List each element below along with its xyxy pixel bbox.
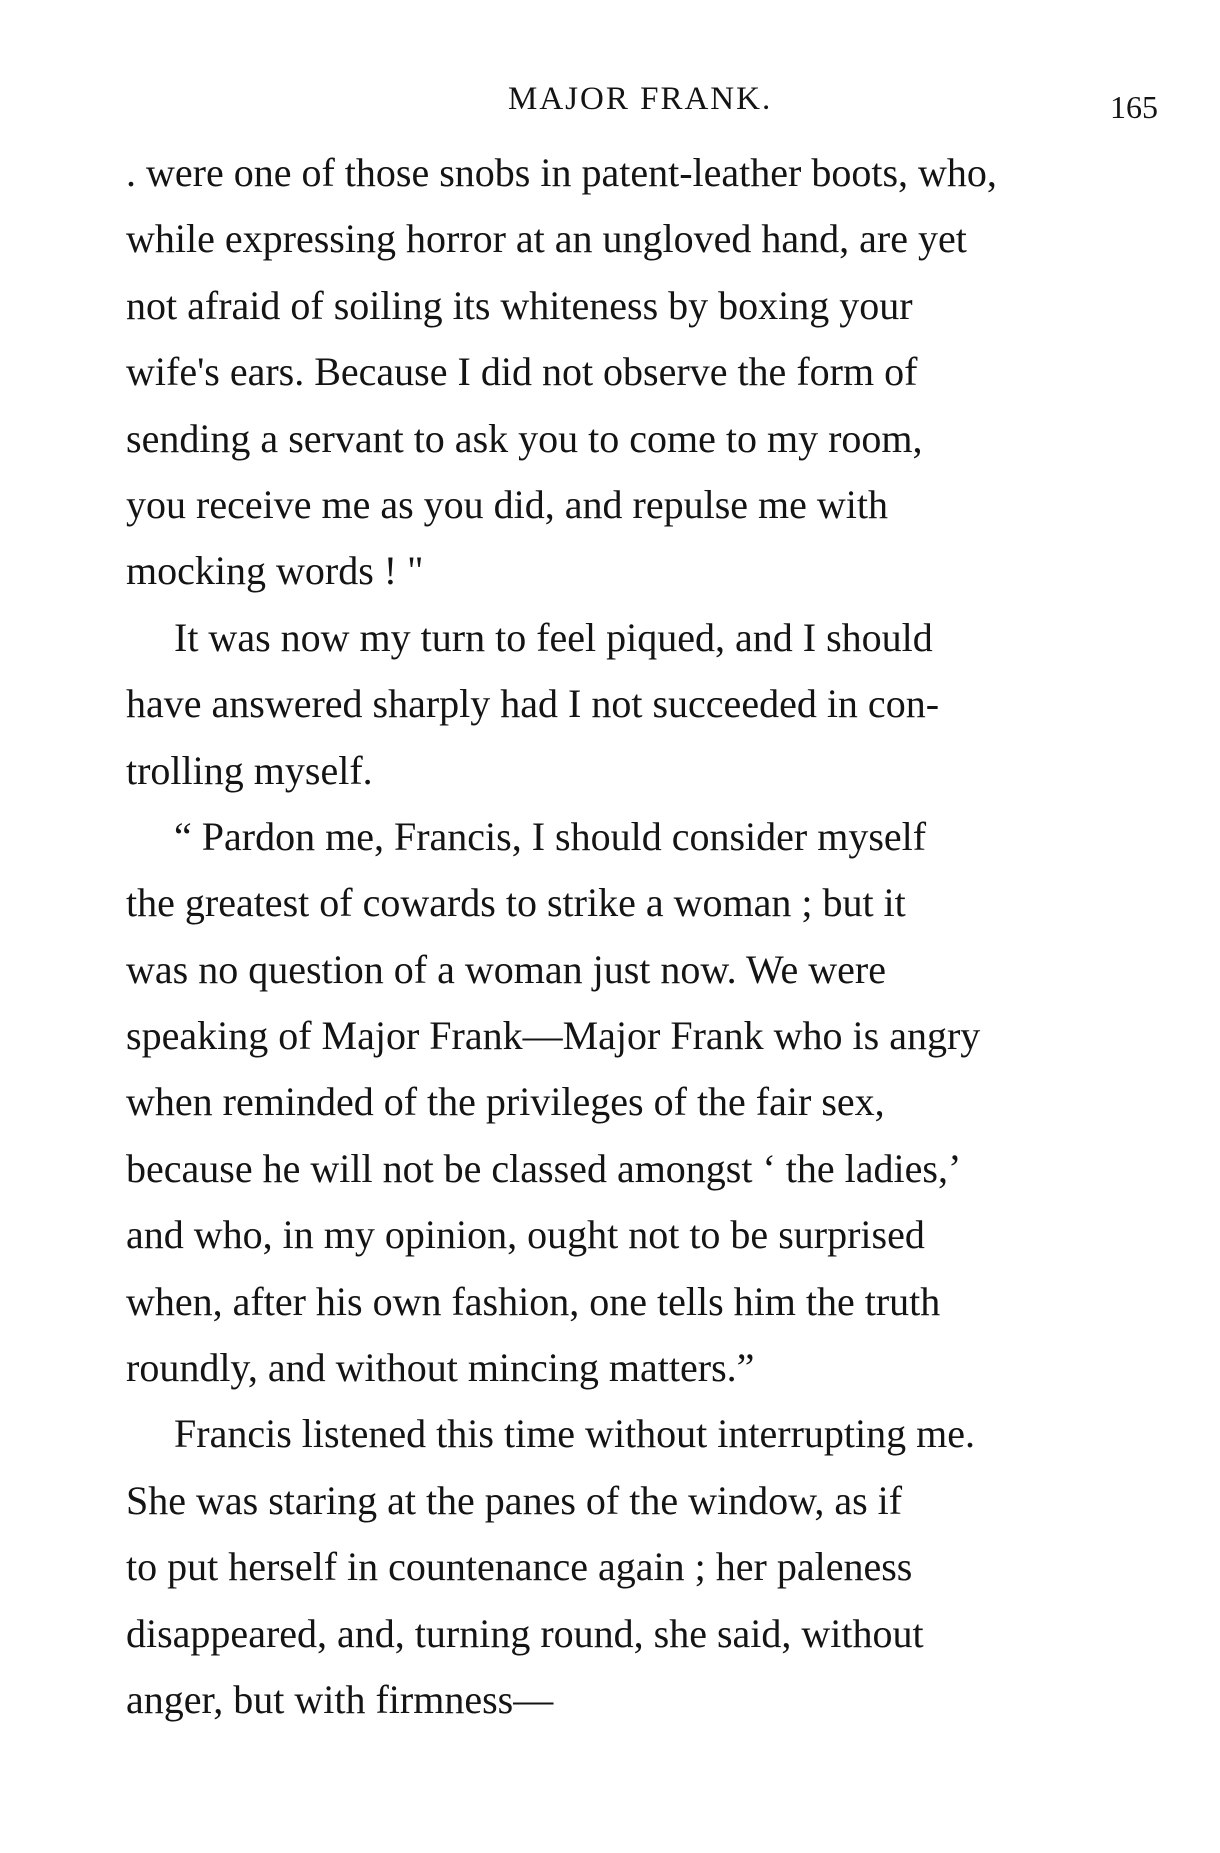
text-line: to put herself in countenance again ; her paleness (126, 1544, 913, 1590)
paragraph (126, 804, 1176, 1402)
text-line: not afraid of soiling its whiteness by boxing your (126, 282, 913, 328)
paragraph (126, 1401, 1176, 1733)
text-line: wife's ears. Because I did not observe the form of (126, 349, 918, 395)
body-text (126, 140, 1176, 1733)
text-line: the greatest of cowards to strike a woman ; but it (126, 880, 906, 926)
text-line: sending a servant to ask you to come to my room, (126, 415, 923, 461)
running-title: MAJOR FRANK. (508, 81, 773, 117)
text-line: when reminded of the privileges of the fair sex, (126, 1079, 885, 1125)
text-line: “ Pardon me, Francis, I should consider myself (174, 813, 927, 859)
text-line: She was staring at the panes of the window, as if (126, 1477, 903, 1523)
text-line: anger, but with firmness— (126, 1676, 554, 1722)
text-line: while expressing horror at an ungloved hand, are yet (126, 216, 967, 262)
paragraph (126, 140, 1176, 605)
text-line: mocking words ! " (126, 548, 424, 594)
page-number: 165 (1110, 89, 1158, 125)
text-line: It was now my turn to feel piqued, and I should (174, 614, 933, 660)
text-line: . were one of those snobs in patent-leather boots, who, (126, 150, 997, 195)
text-line: Francis listened this time without interrupting me. (174, 1411, 975, 1457)
text-line: disappeared, and, turning round, she said, without (126, 1610, 924, 1656)
text-line: when, after his own fashion, one tells him the truth (126, 1278, 941, 1324)
text-line: have answered sharply had I not succeeded in con- (126, 681, 940, 727)
text-line: roundly, and without mincing matters.” (126, 1345, 755, 1391)
text-line: and who, in my opinion, ought not to be surprised (126, 1212, 925, 1258)
text-line: trolling myself. (126, 747, 373, 793)
text-line: because he will not be classed amongst ‘ the ladies,’ (126, 1145, 962, 1191)
paragraph (126, 605, 1176, 804)
running-head (0, 74, 1220, 124)
text-line: speaking of Major Frank—Major Frank who is angry (126, 1013, 981, 1059)
text-line: you receive me as you did, and repulse me with (126, 481, 888, 527)
text-line: was no question of a woman just now. We were (126, 946, 886, 992)
